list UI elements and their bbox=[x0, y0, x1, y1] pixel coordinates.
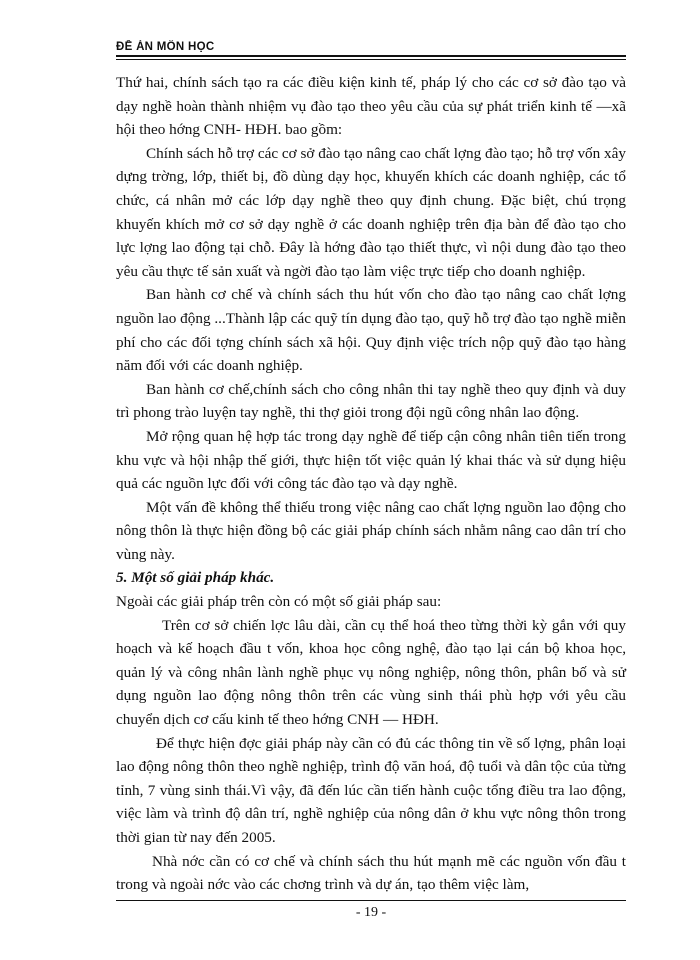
header-rule-thin bbox=[116, 59, 626, 60]
header-rule-thick bbox=[116, 55, 626, 57]
paragraph: Nhà nớc cần có cơ chế và chính sách thu hút mạnh mẽ các nguồn vốn đầu t trong và ngoài nớc vào các chơng trình và dự án, tạo thêm việc làm, bbox=[116, 852, 626, 894]
document-header: ĐỀ ÁN MÔN HỌC bbox=[116, 41, 215, 53]
paragraph: Chính sách hỗ trợ các cơ sở đào tạo nâng cao chất lợng đào tạo; hỗ trợ vốn xây dựng trờng, lớp, thiết bị, đồ dùng dạy học, khuyến khích các doanh nghiệp, các tổ chức, cá nhân mở các lớp dạy nghề theo quy định chung. Đặc biệt, chú trọng khuyến khích mở cơ sở dạy nghề ở các doanh nghiệp trên địa bàn để đào tạo cho lực lợng lao động tại chỗ. Đây là hớng đào tạo thiết thực, vì nội dung đào tạo theo yêu cầu thực tế sản xuất và ngời đào tạo làm việc trực tiếp cho doanh nghiệp. bbox=[116, 144, 626, 280]
footer-rule bbox=[116, 900, 626, 901]
paragraph: Ngoài các giải pháp trên còn có một số giải pháp sau: bbox=[116, 593, 442, 611]
paragraph: Mở rộng quan hệ hợp tác trong dạy nghề để tiếp cận công nhân tiên tiến trong khu vực và hội nhập thế giới, thực hiện tốt việc quản lý khai thác và sử dụng hiệu quả các nguồn lực đối với công tác đào tạo và dạy nghề. bbox=[116, 427, 626, 493]
section-heading: 5. Một số giải pháp khác. bbox=[116, 569, 275, 587]
paragraph: Ban hành cơ chế,chính sách cho công nhân thi tay nghề theo quy định và duy trì phong trào luyện tay nghề, thi thợ giỏi trong đội ngũ công nhân lao động. bbox=[116, 380, 626, 422]
page-body bbox=[116, 71, 626, 897]
paragraph: Để thực hiện đợc giải pháp này cần có đủ các thông tin về số lợng, phân loại lao động nông thôn theo nghề nghiệp, trình độ văn hoá, độ tuổi và dân tộc của từng tỉnh, 7 vùng sinh thái.Vì vậy, đã đến lúc cần tiến hành cuộc tổng điều tra lao động, việc làm và trình độ dân trí, nghề nghiệp của nông dân ở khu vực nông thôn trong thời gian từ nay đến 2005. bbox=[116, 734, 626, 846]
paragraph: Ban hành cơ chế và chính sách thu hút vốn cho đào tạo nâng cao chất lợng nguồn lao động ...Thành lập các quỹ tín dụng đào tạo, quỹ hỗ trợ đào tạo nghề miễn phí cho các đối tợng chính sách xã hội. Quy định việc trích nộp quỹ đào tạo hàng năm đối với các doanh nghiệp. bbox=[116, 286, 626, 375]
paragraph: Một vấn đề không thể thiếu trong việc nâng cao chất lợng nguồn lao động cho nông thôn là thực hiện đồng bộ các giải pháp chính sách nhằm nâng cao dân trí cho vùng này. bbox=[116, 498, 626, 563]
paragraph: Trên cơ sở chiến lợc lâu dài, cần cụ thể hoá theo từng thời kỳ gắn với quy hoạch và kế hoạch đầu t vốn, khoa học công nghệ, đào tạo lại cán bộ khoa học, quản lý và công nhân lành nghề phục vụ nông nghiệp, nông thôn, phân bố và sử dụng nguồn lao động nông thôn trên các vùng sinh thái phù hợp với yêu cầu chuyển dịch cơ cấu kinh tế theo hớng CNH — HĐH. bbox=[116, 616, 626, 729]
page-number: - 19 - bbox=[355, 905, 387, 920]
paragraph: Thứ hai, chính sách tạo ra các điều kiện kinh tế, pháp lý cho các cơ sở đào tạo và dạy nghề hoàn thành nhiệm vụ đào tạo theo yêu cầu của sự phát triển kinh tế —xã hội theo hớng CNH- HĐH. bao gồm: bbox=[116, 74, 626, 139]
